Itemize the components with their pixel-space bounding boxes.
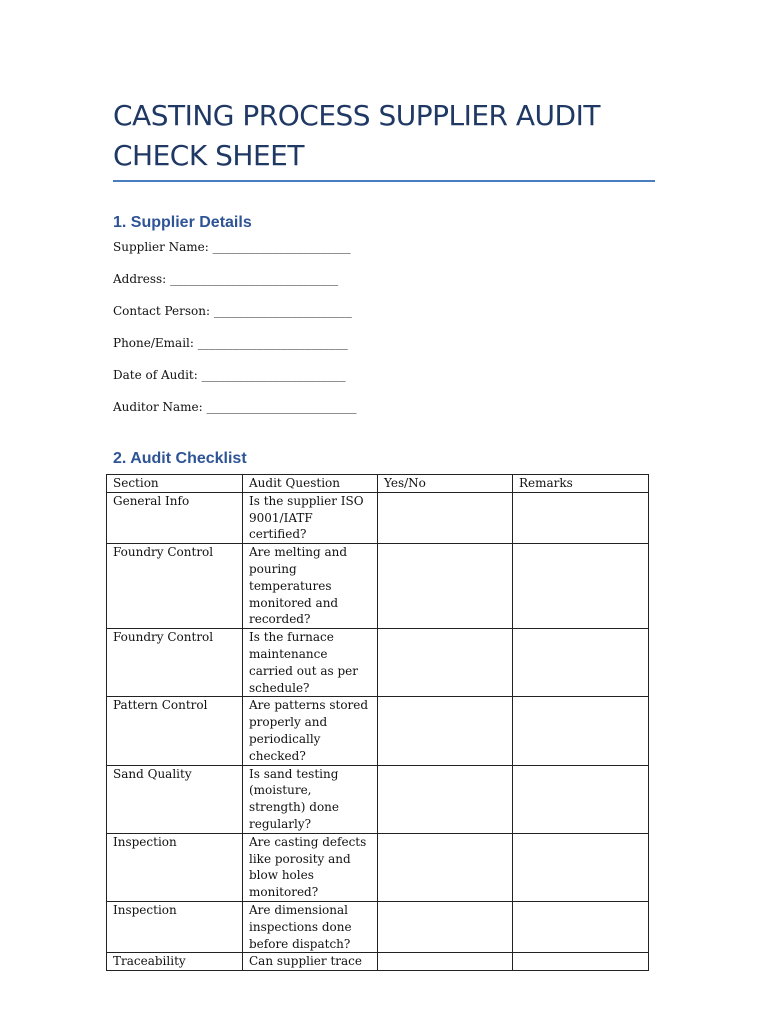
auditor-name-field[interactable] bbox=[113, 399, 357, 415]
question-cell: Is the furnace maintenance carried out as per schedule? bbox=[243, 629, 378, 697]
column-header-remarks: Remarks bbox=[513, 475, 649, 493]
section-cell: Sand Quality bbox=[107, 765, 243, 833]
remarks-cell[interactable] bbox=[513, 492, 649, 543]
table-row bbox=[107, 697, 649, 765]
section-cell: Inspection bbox=[107, 901, 243, 952]
yes-no-cell[interactable] bbox=[378, 901, 513, 952]
column-header-yes-no: Yes/No bbox=[378, 475, 513, 493]
yes-no-cell[interactable] bbox=[378, 492, 513, 543]
table-row bbox=[107, 833, 649, 901]
contact-person-label: Contact Person: bbox=[113, 304, 210, 318]
table-row bbox=[107, 901, 649, 952]
remarks-cell[interactable] bbox=[513, 544, 649, 629]
supplier-details-heading: 1. Supplier Details bbox=[113, 214, 252, 231]
contact-person-blank: _______________________ bbox=[213, 304, 352, 318]
date-of-audit-field[interactable] bbox=[113, 367, 346, 383]
section-cell: Foundry Control bbox=[107, 629, 243, 697]
column-header-audit-question: Audit Question bbox=[243, 475, 378, 493]
table-row bbox=[107, 765, 649, 833]
remarks-cell[interactable] bbox=[513, 953, 649, 971]
table-row bbox=[107, 544, 649, 629]
remarks-cell[interactable] bbox=[513, 833, 649, 901]
section-cell: General Info bbox=[107, 492, 243, 543]
yes-no-cell[interactable] bbox=[378, 697, 513, 765]
phone-email-blank: _________________________ bbox=[197, 336, 348, 350]
yes-no-cell[interactable] bbox=[378, 953, 513, 971]
date-of-audit-label: Date of Audit: bbox=[113, 368, 198, 382]
section-cell: Traceability bbox=[107, 953, 243, 971]
address-blank: ____________________________ bbox=[170, 272, 339, 286]
question-cell: Is sand testing (moisture, strength) done regularly? bbox=[243, 765, 378, 833]
section-cell: Inspection bbox=[107, 833, 243, 901]
contact-person-field[interactable] bbox=[113, 303, 352, 319]
date-of-audit-blank: ________________________ bbox=[201, 368, 346, 382]
supplier-name-blank: _______________________ bbox=[212, 240, 351, 254]
address-label: Address: bbox=[113, 272, 167, 286]
yes-no-cell[interactable] bbox=[378, 833, 513, 901]
yes-no-cell[interactable] bbox=[378, 765, 513, 833]
question-cell: Are melting and pouring temperatures monitored and recorded? bbox=[243, 544, 378, 629]
question-cell: Are patterns stored properly and periodically checked? bbox=[243, 697, 378, 765]
supplier-name-field[interactable] bbox=[113, 239, 351, 255]
audit-checklist-table bbox=[106, 474, 649, 971]
audit-checklist-heading: 2. Audit Checklist bbox=[113, 450, 247, 467]
section-cell: Foundry Control bbox=[107, 544, 243, 629]
remarks-cell[interactable] bbox=[513, 901, 649, 952]
yes-no-cell[interactable] bbox=[378, 629, 513, 697]
auditor-name-label: Auditor Name: bbox=[113, 400, 203, 414]
phone-email-label: Phone/Email: bbox=[113, 336, 194, 350]
table-row bbox=[107, 629, 649, 697]
column-header-section: Section bbox=[107, 475, 243, 493]
remarks-cell[interactable] bbox=[513, 697, 649, 765]
table-row bbox=[107, 953, 649, 971]
auditor-name-blank: _________________________ bbox=[206, 400, 357, 414]
section-cell: Pattern Control bbox=[107, 697, 243, 765]
document-title: CASTING PROCESS SUPPLIER AUDIT CHECK SHEET bbox=[113, 99, 600, 172]
table-header-row bbox=[107, 475, 649, 493]
question-cell: Can supplier trace bbox=[243, 953, 378, 971]
question-cell: Is the supplier ISO 9001/IATF certified? bbox=[243, 492, 378, 543]
table-row bbox=[107, 492, 649, 543]
address-field[interactable] bbox=[113, 271, 338, 287]
phone-email-field[interactable] bbox=[113, 335, 348, 351]
yes-no-cell[interactable] bbox=[378, 544, 513, 629]
remarks-cell[interactable] bbox=[513, 765, 649, 833]
supplier-name-label: Supplier Name: bbox=[113, 240, 209, 254]
remarks-cell[interactable] bbox=[513, 629, 649, 697]
question-cell: Are casting defects like porosity and blow holes monitored? bbox=[243, 833, 378, 901]
title-underline bbox=[113, 180, 655, 182]
question-cell: Are dimensional inspections done before dispatch? bbox=[243, 901, 378, 952]
